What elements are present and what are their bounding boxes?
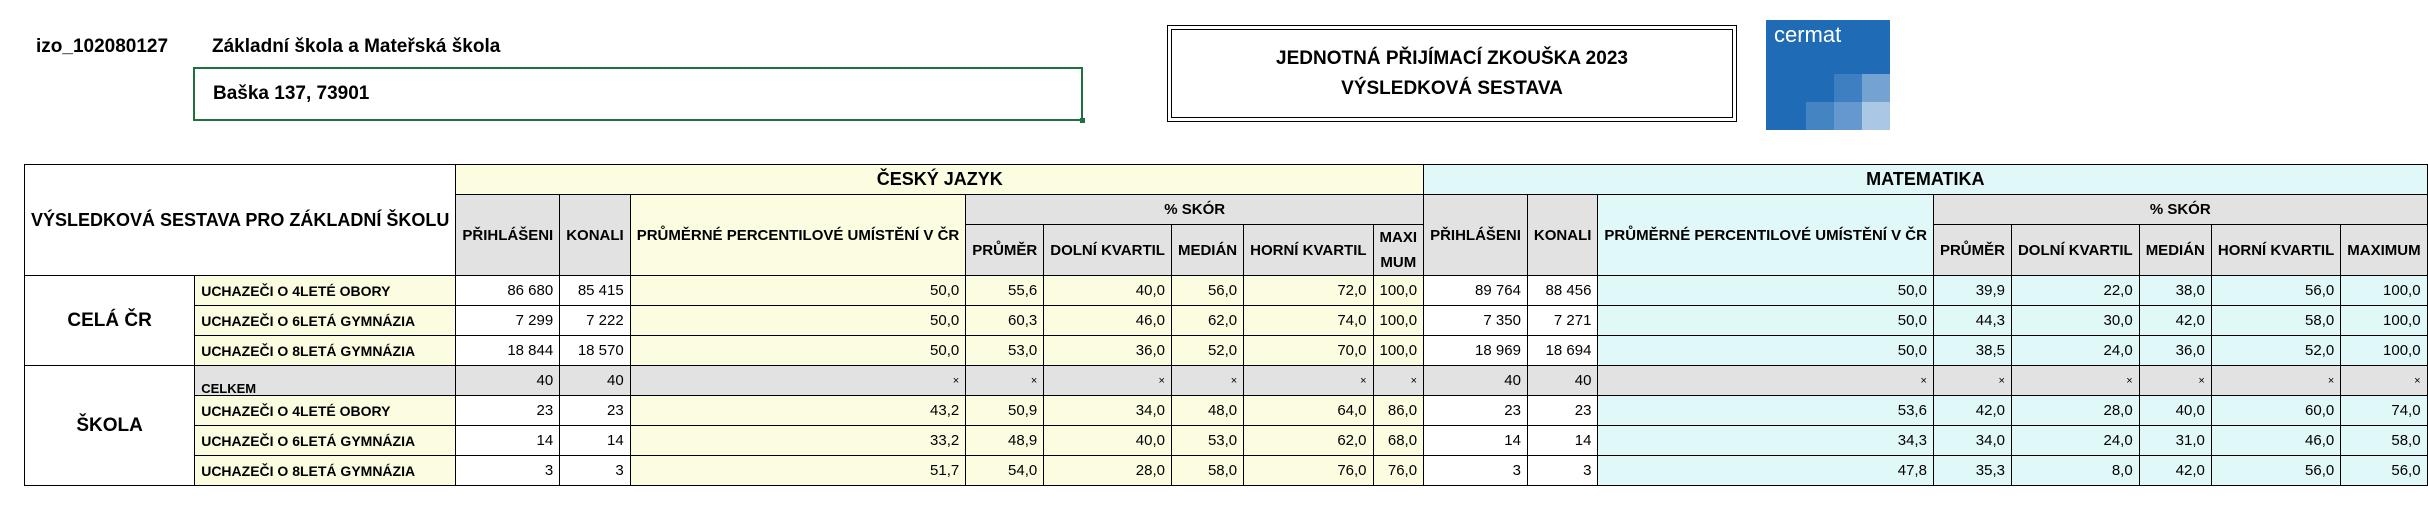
table-cell: 53,0 bbox=[966, 336, 1044, 366]
table-cell: 14 bbox=[1424, 426, 1528, 456]
table-cell: 100,0 bbox=[1373, 276, 1424, 306]
table-cell: 68,0 bbox=[1373, 426, 1424, 456]
table-cell: 60,3 bbox=[966, 306, 1044, 336]
table-cell: 42,0 bbox=[2139, 306, 2211, 336]
table-cell: 8,0 bbox=[2011, 456, 2139, 486]
table-cell: 40 bbox=[560, 366, 631, 396]
table-cell: 76,0 bbox=[1373, 456, 1424, 486]
col-percentil: PRŮMĚRNÉ PERCENTILOVÉ UMÍSTĚNÍ V ČR bbox=[630, 195, 966, 276]
table-cell: 31,0 bbox=[2139, 426, 2211, 456]
group-label: ŠKOLA bbox=[25, 366, 195, 486]
table-row bbox=[25, 276, 2428, 306]
table-cell: 74,0 bbox=[1244, 306, 1373, 336]
table-cell: 56,0 bbox=[1171, 276, 1243, 306]
col-horni-kvartil: HORNÍ KVARTIL bbox=[2211, 225, 2340, 276]
table-cell: 70,0 bbox=[1244, 336, 1373, 366]
table-cell: 51,7 bbox=[630, 456, 966, 486]
table-cell: 3 bbox=[456, 456, 560, 486]
table-cell: 34,0 bbox=[1044, 396, 1172, 426]
table-cell: × bbox=[1244, 366, 1373, 396]
subject-math: MATEMATIKA bbox=[1424, 165, 2428, 195]
table-cell: × bbox=[630, 366, 966, 396]
report-title-line1: JEDNOTNÁ PŘIJÍMACÍ ZKOUŠKA 2023 bbox=[1276, 48, 1628, 69]
table-cell: 50,0 bbox=[1598, 336, 1934, 366]
table-cell: 86 680 bbox=[456, 276, 560, 306]
table-cell: 42,0 bbox=[2139, 456, 2211, 486]
col-percentil: PRŮMĚRNÉ PERCENTILOVÉ UMÍSTĚNÍ V ČR bbox=[1598, 195, 1934, 276]
table-cell: × bbox=[1933, 366, 2011, 396]
table-cell: 40 bbox=[1424, 366, 1528, 396]
table-cell: 28,0 bbox=[1044, 456, 1172, 486]
table-cell: 100,0 bbox=[2341, 276, 2427, 306]
table-cell: × bbox=[1373, 366, 1424, 396]
table-cell: 76,0 bbox=[1244, 456, 1373, 486]
row-label: UCHAZEČI O 6LETÁ GYMNÁZIA bbox=[195, 426, 456, 456]
table-cell: 46,0 bbox=[1044, 306, 1172, 336]
col-konali: KONALI bbox=[560, 195, 631, 276]
school-name: Základní škola a Mateřská škola bbox=[212, 36, 501, 57]
cermat-logo bbox=[1766, 20, 1890, 130]
table-cell: 7 350 bbox=[1424, 306, 1528, 336]
table-cell: 54,0 bbox=[966, 456, 1044, 486]
table-cell: 35,3 bbox=[1933, 456, 2011, 486]
table-cell: 14 bbox=[456, 426, 560, 456]
table-cell: 36,0 bbox=[1044, 336, 1172, 366]
col-dolni-kvartil: DOLNÍ KVARTIL bbox=[1044, 225, 1172, 276]
table-cell: 60,0 bbox=[2211, 396, 2340, 426]
table-cell: 50,9 bbox=[966, 396, 1044, 426]
table-cell: × bbox=[1044, 366, 1172, 396]
col-dolni-kvartil: DOLNÍ KVARTIL bbox=[2011, 225, 2139, 276]
table-cell: 44,3 bbox=[1933, 306, 2011, 336]
col-prumer: PRŮMĚR bbox=[966, 225, 1044, 276]
row-label: UCHAZEČI O 8LETÁ GYMNÁZIA bbox=[195, 456, 456, 486]
table-cell: 100,0 bbox=[1373, 306, 1424, 336]
report-title-line2: VÝSLEDKOVÁ SESTAVA bbox=[1341, 78, 1563, 99]
table-cell: 52,0 bbox=[1171, 336, 1243, 366]
table-cell: 28,0 bbox=[2011, 396, 2139, 426]
table-cell: 53,0 bbox=[1171, 426, 1243, 456]
table-cell: 100,0 bbox=[2341, 306, 2427, 336]
table-cell: 62,0 bbox=[1171, 306, 1243, 336]
table-cell: 18 570 bbox=[560, 336, 631, 366]
table-cell: 40 bbox=[1527, 366, 1598, 396]
corner-label: VÝSLEDKOVÁ SESTAVA PRO ZÁKLADNÍ ŠKOLU bbox=[25, 165, 456, 276]
table-cell: × bbox=[2011, 366, 2139, 396]
table-row bbox=[25, 396, 2428, 426]
table-cell: 50,0 bbox=[630, 336, 966, 366]
izo-code: izo_102080127 bbox=[36, 36, 169, 57]
table-cell: 40,0 bbox=[2139, 396, 2211, 426]
table-cell: 40,0 bbox=[1044, 276, 1172, 306]
table-cell: 24,0 bbox=[2011, 336, 2139, 366]
table-cell: 56,0 bbox=[2341, 456, 2427, 486]
table-cell: 48,0 bbox=[1171, 396, 1243, 426]
table-cell: 88 456 bbox=[1527, 276, 1598, 306]
table-row bbox=[25, 336, 2428, 366]
group-label: CELÁ ČR bbox=[25, 276, 195, 366]
row-label: CELKEM bbox=[195, 366, 456, 396]
table-cell: 48,9 bbox=[966, 426, 1044, 456]
table-cell: 58,0 bbox=[2341, 426, 2427, 456]
table-cell: 40 bbox=[456, 366, 560, 396]
table-cell: 22,0 bbox=[2011, 276, 2139, 306]
table-cell: 3 bbox=[1424, 456, 1528, 486]
table-cell: 86,0 bbox=[1373, 396, 1424, 426]
table-cell: 74,0 bbox=[2341, 396, 2427, 426]
table-cell: 55,6 bbox=[966, 276, 1044, 306]
table-cell: 56,0 bbox=[2211, 456, 2340, 486]
report-title-box bbox=[1167, 25, 1737, 122]
table-cell: 47,8 bbox=[1598, 456, 1934, 486]
table-cell: 34,3 bbox=[1598, 426, 1934, 456]
table-cell: 50,0 bbox=[630, 306, 966, 336]
row-label: UCHAZEČI O 4LETÉ OBORY bbox=[195, 396, 456, 426]
table-cell: × bbox=[1171, 366, 1243, 396]
address-text: Baška 137, 73901 bbox=[213, 83, 370, 104]
table-cell: 58,0 bbox=[2211, 306, 2340, 336]
table-cell: 58,0 bbox=[1171, 456, 1243, 486]
table-cell: 46,0 bbox=[2211, 426, 2340, 456]
table-cell: 24,0 bbox=[2011, 426, 2139, 456]
col-skor: % SKÓR bbox=[966, 195, 1424, 225]
table-cell: 30,0 bbox=[2011, 306, 2139, 336]
table-cell: × bbox=[966, 366, 1044, 396]
row-label: UCHAZEČI O 6LETÁ GYMNÁZIA bbox=[195, 306, 456, 336]
col-prihlaseni: PŘIHLÁŠENI bbox=[1424, 195, 1528, 276]
table-cell: 85 415 bbox=[560, 276, 631, 306]
table-cell: 14 bbox=[560, 426, 631, 456]
table-cell: × bbox=[2341, 366, 2427, 396]
logo-text: cermat bbox=[1774, 22, 1842, 47]
col-konali: KONALI bbox=[1527, 195, 1598, 276]
table-cell: 89 764 bbox=[1424, 276, 1528, 306]
col-maximum: MAXIMUM bbox=[1373, 225, 1424, 276]
table-cell: 18 969 bbox=[1424, 336, 1528, 366]
table-cell: 39,9 bbox=[1933, 276, 2011, 306]
table-cell: 33,2 bbox=[630, 426, 966, 456]
table-cell: 53,6 bbox=[1598, 396, 1934, 426]
table-cell: 7 271 bbox=[1527, 306, 1598, 336]
table-cell: 72,0 bbox=[1244, 276, 1373, 306]
col-maximum: MAXIMUM bbox=[2341, 225, 2427, 276]
table-cell: 42,0 bbox=[1933, 396, 2011, 426]
table-cell: 34,0 bbox=[1933, 426, 2011, 456]
table-cell: 14 bbox=[1527, 426, 1598, 456]
col-median: MEDIÁN bbox=[2139, 225, 2211, 276]
table-cell: × bbox=[2139, 366, 2211, 396]
table-cell: 23 bbox=[456, 396, 560, 426]
table-cell: 64,0 bbox=[1244, 396, 1373, 426]
table-row bbox=[25, 456, 2428, 486]
table-cell: × bbox=[1598, 366, 1934, 396]
address-cell[interactable] bbox=[193, 67, 1083, 121]
table-cell: 36,0 bbox=[2139, 336, 2211, 366]
row-label: UCHAZEČI O 4LETÉ OBORY bbox=[195, 276, 456, 306]
col-skor: % SKÓR bbox=[1933, 195, 2427, 225]
col-horni-kvartil: HORNÍ KVARTIL bbox=[1244, 225, 1373, 276]
table-cell: 18 844 bbox=[456, 336, 560, 366]
subject-czech: ČESKÝ JAZYK bbox=[456, 165, 1424, 195]
table-cell: × bbox=[2211, 366, 2340, 396]
table-cell: 43,2 bbox=[630, 396, 966, 426]
col-prumer: PRŮMĚR bbox=[1933, 225, 2011, 276]
table-cell: 3 bbox=[1527, 456, 1598, 486]
table-cell: 62,0 bbox=[1244, 426, 1373, 456]
table-cell: 56,0 bbox=[2211, 276, 2340, 306]
table-row bbox=[25, 366, 2428, 396]
table-cell: 50,0 bbox=[1598, 276, 1934, 306]
table-cell: 23 bbox=[560, 396, 631, 426]
table-cell: 3 bbox=[560, 456, 631, 486]
table-cell: 23 bbox=[1424, 396, 1528, 426]
col-prihlaseni: PŘIHLÁŠENI bbox=[456, 195, 560, 276]
fill-handle[interactable] bbox=[1080, 118, 1085, 123]
table-cell: 52,0 bbox=[2211, 336, 2340, 366]
table-cell: 50,0 bbox=[1598, 306, 1934, 336]
table-cell: 50,0 bbox=[630, 276, 966, 306]
col-median: MEDIÁN bbox=[1171, 225, 1243, 276]
table-row bbox=[25, 306, 2428, 336]
table-cell: 7 222 bbox=[560, 306, 631, 336]
table-cell: 100,0 bbox=[1373, 336, 1424, 366]
table-cell: 40,0 bbox=[1044, 426, 1172, 456]
table-cell: 38,0 bbox=[2139, 276, 2211, 306]
table-cell: 18 694 bbox=[1527, 336, 1598, 366]
table-cell: 38,5 bbox=[1933, 336, 2011, 366]
table-row bbox=[25, 426, 2428, 456]
results-table bbox=[24, 164, 2428, 486]
table-cell: 23 bbox=[1527, 396, 1598, 426]
row-label: UCHAZEČI O 8LETÁ GYMNÁZIA bbox=[195, 336, 456, 366]
table-cell: 7 299 bbox=[456, 306, 560, 336]
table-cell: 100,0 bbox=[2341, 336, 2427, 366]
